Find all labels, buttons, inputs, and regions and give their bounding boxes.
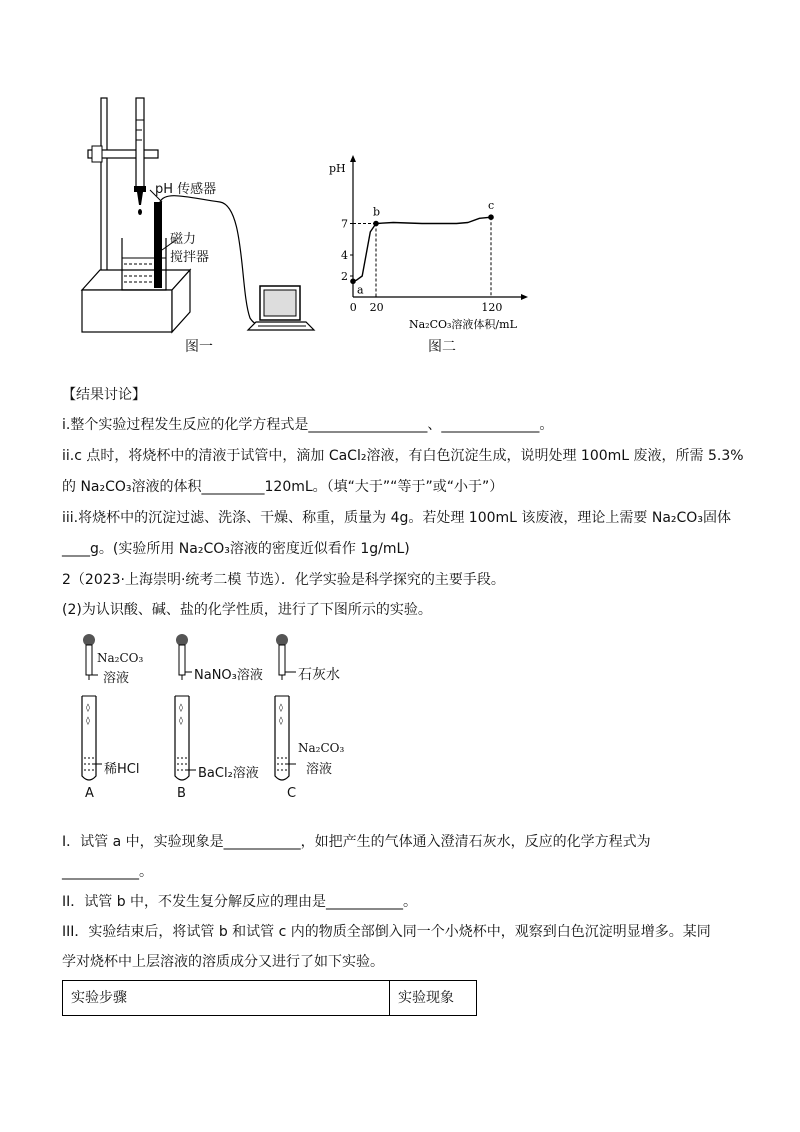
y-axis-arrow bbox=[350, 155, 356, 162]
question-2-sub: (2)为认识酸、碱、盐的化学性质，进行了下图所示的实验。 bbox=[62, 602, 432, 618]
x-tick-label: 120 bbox=[481, 301, 503, 314]
x-tick-label: 20 bbox=[369, 301, 384, 314]
figure-1-apparatus bbox=[70, 90, 330, 340]
tube-c-group bbox=[275, 634, 289, 780]
ph-curve bbox=[353, 217, 491, 281]
figure-2-caption: 图二 bbox=[428, 339, 456, 355]
svg-text:◊: ◊ bbox=[279, 703, 283, 712]
experiment-table bbox=[62, 980, 477, 1016]
question-iii-line2: ____g。(实验所用 Na₂CO₃溶液的密度近似看作 1g/mL) bbox=[62, 541, 410, 557]
question-i: i.整个实验过程发生反应的化学方程式是_________________、______________。 bbox=[62, 417, 554, 433]
tube-c-label: C bbox=[287, 786, 297, 801]
data-point-c bbox=[488, 214, 494, 220]
svg-text:◊: ◊ bbox=[179, 703, 183, 712]
data-point-b bbox=[373, 221, 379, 227]
tube-a-dropper-line1: Na₂CO₃ bbox=[97, 651, 144, 665]
question-III-line1: III．实验结束后，将试管 b 和试管 c 内的物质全部倒入同一个小烧杯中，观察到白色沉淀明显增多。某同 bbox=[62, 924, 711, 940]
question-ii-line1: ii.c 点时，将烧杯中的清液于试管中，滴加 CaCl₂溶液，有白色沉淀生成，说明处理 100mL 废液，所需 5.3% bbox=[62, 448, 744, 464]
y-tick-label: 2 bbox=[341, 270, 348, 283]
tube-b-label: B bbox=[177, 786, 186, 801]
y-axis-label: pH bbox=[329, 162, 346, 175]
x-tick-label: 0 bbox=[349, 301, 357, 314]
tube-a-group bbox=[82, 634, 96, 780]
tube-a-solution: 稀HCl bbox=[104, 762, 140, 777]
tube-b-group bbox=[175, 634, 189, 780]
tube-b-solution: BaCl₂溶液 bbox=[198, 766, 259, 781]
table-header-steps: 实验步骤 bbox=[63, 981, 390, 1016]
table-header-row bbox=[63, 981, 477, 1016]
stirrer-label-line2: 搅拌器 bbox=[170, 250, 210, 265]
tube-c-dropper: 石灰水 bbox=[298, 667, 340, 683]
x-axis-label: Na₂CO₃溶液体积/mL bbox=[409, 318, 517, 331]
stirrer-label-line1: 磁力 bbox=[170, 232, 197, 247]
question-2-title: 2（2023·上海崇明·统考二模 节选）．化学实验是科学探究的主要手段。 bbox=[62, 572, 505, 588]
question-iii-line1: iii.将烧杯中的沉淀过滤、洗涤、干燥、称重，质量为 4g。若处理 100mL 该废液，理论上需要 Na₂CO₃固体 bbox=[62, 510, 731, 526]
y-tick-label: 7 bbox=[341, 217, 348, 231]
data-point-a bbox=[350, 278, 356, 284]
y-tick-label: 4 bbox=[341, 249, 348, 262]
point-label-c: c bbox=[488, 199, 495, 213]
x-axis-arrow bbox=[521, 294, 528, 300]
tube-a-label: A bbox=[85, 786, 94, 801]
svg-text:◊: ◊ bbox=[86, 703, 90, 712]
section-heading: 【结果讨论】 bbox=[62, 387, 146, 403]
tube-c-solution-line2: 溶液 bbox=[306, 762, 333, 777]
point-label-a: a bbox=[357, 283, 364, 297]
question-III-line2: 学对烧杯中上层溶液的溶质成分又进行了如下实验。 bbox=[62, 954, 384, 970]
figure-2-ph-chart bbox=[325, 150, 535, 335]
question-ii-line2: 的 Na₂CO₃溶液的体积_________120mL。（填“大于”“等于”或“小于”） bbox=[62, 479, 504, 495]
figure-1-caption: 图一 bbox=[185, 339, 213, 355]
question-I-line2: ___________。 bbox=[62, 864, 153, 880]
tube-b-dropper: NaNO₃溶液 bbox=[194, 668, 263, 683]
ph-sensor-label: pH 传感器 bbox=[155, 182, 217, 197]
question-II: II．试管 b 中，不发生复分解反应的理由是___________。 bbox=[62, 894, 418, 910]
tube-c-solution-line1: Na₂CO₃ bbox=[298, 741, 345, 755]
point-label-b: b bbox=[373, 205, 381, 219]
svg-text:◊: ◊ bbox=[279, 716, 283, 725]
svg-text:◊: ◊ bbox=[86, 716, 90, 725]
svg-text:◊: ◊ bbox=[179, 716, 183, 725]
tube-a-dropper-line2: 溶液 bbox=[103, 671, 130, 686]
question-I-line1: I．试管 a 中，实验现象是___________，如把产生的气体通入澄清石灰水，反应的化学方程式为 bbox=[62, 834, 651, 850]
table-header-phenomena: 实验现象 bbox=[390, 981, 477, 1016]
